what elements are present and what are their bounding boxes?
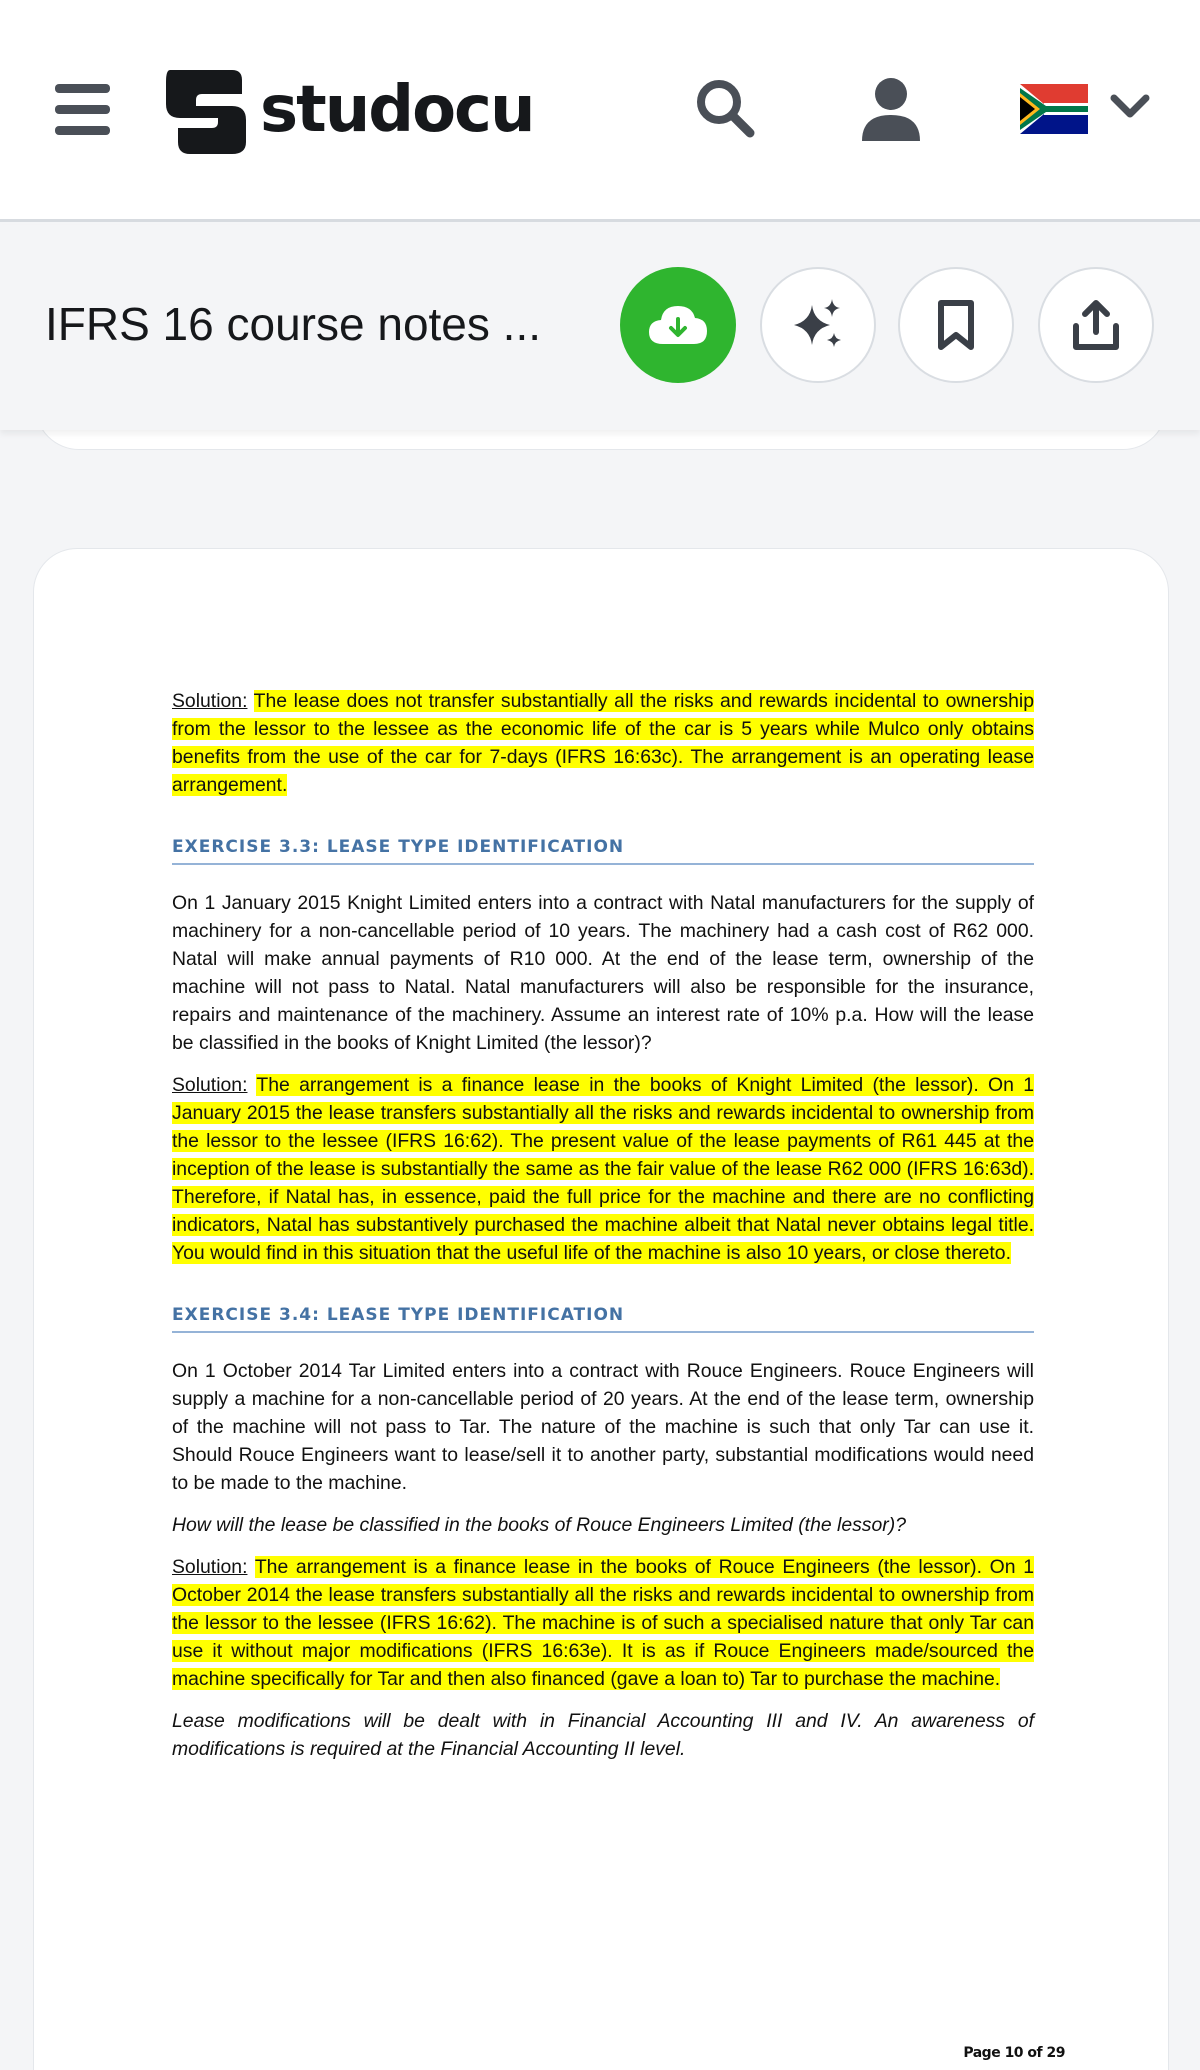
exercise-text: On 1 October 2014 Tar Limited enters into a contract with Rouce Engineers. Rouce Engineers will supply a machine for a non-cancellable period of 20 years. At the end of the lease term, ownership of the machine will not pass to Tar. The nature of the machine is such that only Tar can use it. Should Rouce Engineers want to lease/sell it to another party, substantial modifications would need to be made to the machine. (172, 1360, 1034, 1494)
studocu-logo-mark-icon (162, 64, 248, 156)
solution-paragraph (172, 1553, 1034, 1693)
document-toolbar (0, 225, 1200, 430)
solution-paragraph (172, 687, 1034, 799)
download-button[interactable] (620, 267, 736, 383)
save-button[interactable] (898, 267, 1014, 383)
document-page (33, 548, 1169, 2070)
solution-label: Solution: (172, 1556, 248, 1578)
exercise-heading: EXERCISE 3.4: LEASE TYPE IDENTIFICATION (172, 1295, 1034, 1333)
bookmark-icon (936, 299, 976, 351)
page-number: Page 10 of 29 (963, 2045, 1065, 2061)
ai-assistant-button[interactable] (760, 267, 876, 383)
user-icon[interactable] (860, 75, 922, 148)
search-icon[interactable] (692, 75, 758, 146)
top-header (0, 0, 1200, 222)
solution-label: Solution: (172, 690, 248, 712)
document-title[interactable]: IFRS 16 course notes ... (45, 298, 542, 350)
solution-label: Solution: (172, 1074, 248, 1096)
hamburger-menu-icon[interactable] (55, 84, 110, 136)
solution-paragraph (172, 1071, 1034, 1267)
exercise-question: How will the lease be classified in the books of Rouce Engineers Limited (the lessor)? (172, 1514, 906, 1536)
chevron-down-icon[interactable] (1108, 90, 1152, 129)
studocu-logo[interactable] (162, 64, 534, 156)
south-africa-flag-icon[interactable] (1020, 84, 1088, 134)
share-button[interactable] (1038, 267, 1154, 383)
ai-sparkle-icon (790, 297, 846, 353)
solution-text: The lease does not transfer substantially all the risks and rewards incidental to ownership from the lessor to the lessee as the economic life of the car is 5 years while Mulco only obtains benefits from the use of the car for 7-days (IFRS 16:63c). The arrangement is an operating lease arrangement. (172, 690, 1034, 796)
exercise-heading: EXERCISE 3.3: LEASE TYPE IDENTIFICATION (172, 827, 1034, 865)
brand-name: studocu (260, 73, 534, 147)
page-content (172, 687, 1034, 1763)
download-cloud-icon (647, 302, 709, 348)
solution-text: The arrangement is a finance lease in the books of Knight Limited (the lessor). On 1 January 2015 the lease transfers substantially all the risks and rewards incidental to ownership from the lessor to the lessee (IFRS 16:62). The present value of the lease payments of R61 445 at the inception of the lease is substantially the same as the fair value of the lease R62 000 (IFRS 16:63d). Therefore, if Natal has, in essence, paid the full price for the machine and there are no conflicting indicators, Natal has substantively purchased the machine albeit that Natal never obtains legal title. You would find in this situation that the useful life of the machine is also 10 years, or close thereto. (172, 1074, 1034, 1264)
lease-modifications-note: Lease modifications will be dealt with in Financial Accounting III and IV. An awareness of modifications is required at the Financial Accounting II level. (172, 1710, 1034, 1760)
solution-text: The arrangement is a finance lease in the books of Rouce Engineers (the lessor). On 1 October 2014 the lease transfers substantially all the risks and rewards incidental to ownership from the lessor to the lessee (IFRS 16:62). The machine is of such a specialised nature that only Tar can use it without major modifications (IFRS 16:63e). It is as if Rouce Engineers made/sourced the machine specifically for Tar and then also financed (gave a loan to) Tar to purchase the machine. (172, 1556, 1034, 1690)
exercise-text: On 1 January 2015 Knight Limited enters into a contract with Natal manufacturers for the supply of machinery for a non-cancellable period of 10 years. The machinery had a cash cost of R62 000. Natal will make annual payments of R10 000. At the end of the lease term, ownership of the machine will not pass to Natal. Natal manufacturers will also be responsible for the insurance, repairs and maintenance of the machinery. Assume an interest rate of 10% p.a. How will the lease be classified in the books of Knight Limited (the lessor)? (172, 892, 1034, 1054)
share-icon (1071, 298, 1121, 352)
